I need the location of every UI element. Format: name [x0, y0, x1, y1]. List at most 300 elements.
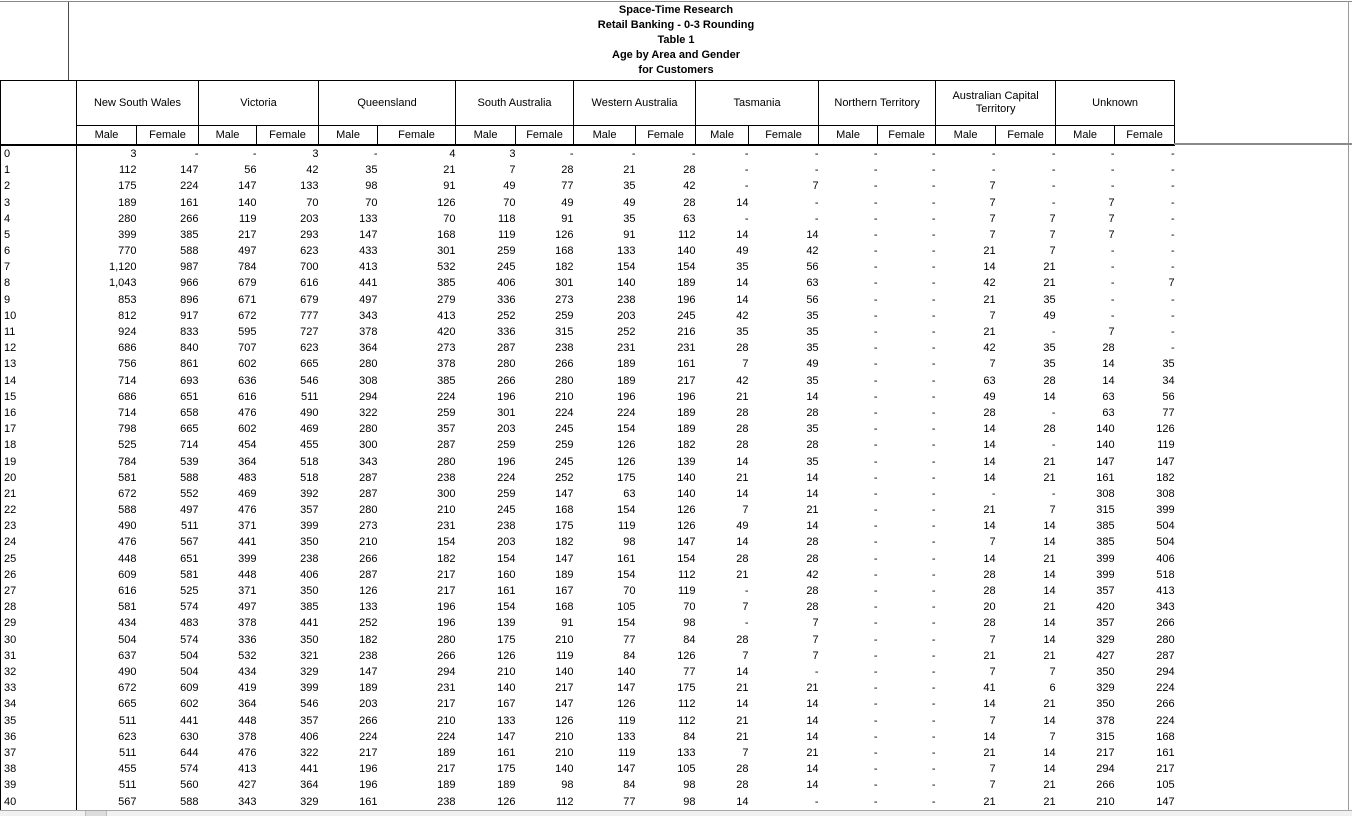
data-cell: 21: [1043, 795, 1056, 808]
data-cell: -: [873, 665, 878, 678]
data-cell: 833: [180, 326, 199, 339]
data-cell: 91: [561, 617, 574, 630]
data-cell: 504: [180, 649, 199, 662]
data-cell: 7: [1049, 730, 1056, 743]
horizontal-scrollbar[interactable]: [0, 810, 1352, 816]
data-cell: -: [931, 698, 936, 711]
data-cell: 7: [989, 763, 996, 776]
data-cell: 63: [1102, 406, 1115, 419]
data-cell: -: [1170, 180, 1175, 193]
data-cell: 595: [238, 326, 257, 339]
data-cell: 161: [1096, 471, 1115, 484]
data-cell: 378: [359, 326, 378, 339]
data-cell: 217: [359, 746, 378, 759]
data-cell: 1,043: [108, 277, 137, 290]
table-row: [1, 340, 1175, 356]
data-cell: 21: [983, 326, 996, 339]
data-cell: 63: [1102, 390, 1115, 403]
data-cell: 49: [736, 245, 749, 258]
data-cell: -: [873, 245, 878, 258]
data-cell: 917: [180, 309, 199, 322]
data-cell: 98: [561, 779, 574, 792]
data-cell: 217: [437, 585, 456, 598]
data-cell: 14: [736, 228, 749, 241]
data-cell: 14: [736, 293, 749, 306]
data-cell: 189: [677, 423, 696, 436]
data-cell: -: [991, 164, 996, 177]
data-cell: 266: [1156, 617, 1175, 630]
data-cell: 28: [736, 406, 749, 419]
data-cell: 161: [497, 585, 516, 598]
data-cell: 84: [683, 633, 696, 646]
data-cell: 14: [1043, 568, 1056, 581]
data-cell: 504: [1156, 536, 1175, 549]
data-cell: 966: [180, 277, 199, 290]
data-cell: 238: [555, 342, 574, 355]
data-cell: 224: [437, 390, 456, 403]
age-row-label: 3: [1, 194, 77, 210]
data-cell: 7: [989, 180, 996, 193]
data-cell: 413: [1156, 585, 1175, 598]
data-cell: 35: [623, 180, 636, 193]
area-header-cell: Victoria: [199, 81, 319, 126]
data-cell: 7: [989, 358, 996, 371]
data-cell: 224: [555, 406, 574, 419]
report-title-line: Table 1: [657, 34, 695, 46]
data-cell: 49: [983, 390, 996, 403]
data-cell: 98: [365, 180, 378, 193]
data-cell: 300: [437, 487, 456, 500]
data-cell: 126: [555, 714, 574, 727]
data-cell: 329: [1096, 682, 1115, 695]
data-cell: 280: [555, 374, 574, 387]
data-cell: 7: [989, 665, 996, 678]
data-cell: -: [1170, 342, 1175, 355]
data-cell: 861: [180, 358, 199, 371]
data-cell: 630: [180, 730, 199, 743]
table-row: [1, 567, 1175, 583]
data-cell: 217: [555, 682, 574, 695]
area-header-cell: Unknown: [1056, 81, 1175, 126]
data-cell: 259: [497, 487, 516, 500]
data-cell: 14: [1043, 763, 1056, 776]
gender-header-cell: Male: [199, 126, 257, 145]
data-cell: -: [873, 309, 878, 322]
data-cell: 3: [130, 147, 137, 160]
data-cell: 294: [359, 390, 378, 403]
data-cell: 455: [118, 763, 137, 776]
data-cell: 147: [555, 552, 574, 565]
data-cell: 364: [300, 779, 319, 792]
data-cell: 511: [300, 390, 319, 403]
report-title-line: Retail Banking - 0-3 Rounding: [597, 19, 755, 31]
data-cell: 21: [1043, 552, 1056, 565]
data-cell: 651: [180, 552, 199, 565]
gender-header-cell: Male: [696, 126, 749, 145]
data-cell: 497: [238, 245, 257, 258]
data-cell: 441: [300, 763, 319, 776]
data-cell: -: [814, 212, 819, 225]
data-cell: 7: [742, 649, 749, 662]
data-cell: 406: [300, 568, 319, 581]
data-cell: 266: [359, 714, 378, 727]
data-cell: 665: [118, 698, 137, 711]
data-cell: -: [931, 649, 936, 662]
table-row: [1, 502, 1175, 518]
data-cell: 42: [806, 568, 819, 581]
data-cell: 42: [806, 245, 819, 258]
data-cell: 84: [623, 779, 636, 792]
age-row-label: 23: [1, 518, 77, 534]
data-cell: 497: [238, 601, 257, 614]
data-cell: 987: [180, 261, 199, 274]
table-row: [1, 259, 1175, 275]
data-cell: 245: [555, 455, 574, 468]
data-cell: -: [873, 277, 878, 290]
data-cell: 238: [437, 471, 456, 484]
data-cell: 406: [497, 277, 516, 290]
data-cell: 623: [300, 342, 319, 355]
data-cell: -: [873, 293, 878, 306]
data-cell: 14: [736, 536, 749, 549]
data-cell: 175: [555, 520, 574, 533]
age-row-label: 30: [1, 631, 77, 647]
data-cell: 7: [509, 164, 516, 177]
data-cell: 455: [300, 439, 319, 452]
data-cell: 231: [437, 682, 456, 695]
data-cell: 679: [300, 293, 319, 306]
data-cell: 896: [180, 293, 199, 306]
data-cell: 273: [359, 520, 378, 533]
data-cell: 14: [983, 471, 996, 484]
data-cell: 14: [1043, 633, 1056, 646]
data-cell: 336: [497, 326, 516, 339]
data-cell: 126: [497, 795, 516, 808]
data-cell: 196: [677, 390, 696, 403]
data-cell: 126: [677, 649, 696, 662]
data-cell: 154: [617, 617, 636, 630]
data-cell: 28: [806, 406, 819, 419]
data-cell: 168: [555, 504, 574, 517]
gender-header-cell: Male: [574, 126, 636, 145]
table-row: [1, 486, 1175, 502]
data-cell: 266: [555, 358, 574, 371]
data-cell: 139: [677, 455, 696, 468]
data-cell: -: [1051, 406, 1056, 419]
data-cell: 14: [736, 665, 749, 678]
data-cell: 119: [497, 228, 516, 241]
data-cell: 35: [806, 455, 819, 468]
data-cell: 21: [1043, 698, 1056, 711]
data-cell: 441: [300, 617, 319, 630]
table-row: [1, 696, 1175, 712]
data-cell: 266: [437, 649, 456, 662]
area-header-cell: Australian Capital Territory: [936, 81, 1056, 126]
data-cell: 287: [497, 342, 516, 355]
data-cell: -: [873, 617, 878, 630]
data-cell: 161: [180, 196, 199, 209]
data-cell: 42: [736, 374, 749, 387]
data-cell: -: [373, 147, 378, 160]
data-cell: 321: [300, 649, 319, 662]
data-cell: 154: [617, 568, 636, 581]
data-cell: 14: [983, 552, 996, 565]
data-cell: 140: [555, 763, 574, 776]
data-cell: 357: [1096, 585, 1115, 598]
data-cell: 238: [359, 649, 378, 662]
data-cell: -: [744, 147, 749, 160]
data-cell: 357: [437, 423, 456, 436]
data-cell: 476: [238, 406, 257, 419]
data-cell: 21: [1043, 277, 1056, 290]
age-row-label: 8: [1, 275, 77, 291]
data-cell: 35: [1043, 293, 1056, 306]
data-cell: 14: [736, 795, 749, 808]
data-cell: 14: [806, 471, 819, 484]
data-cell: 14: [1043, 536, 1056, 549]
table-row: [1, 518, 1175, 534]
data-cell: 147: [617, 682, 636, 695]
data-cell: -: [931, 390, 936, 403]
data-cell: -: [931, 568, 936, 581]
data-cell: 231: [677, 342, 696, 355]
data-cell: 588: [180, 245, 199, 258]
data-cell: 49: [623, 196, 636, 209]
data-cell: 7: [989, 536, 996, 549]
data-cell: 98: [623, 536, 636, 549]
data-cell: 126: [497, 649, 516, 662]
data-cell: 294: [437, 665, 456, 678]
data-cell: 98: [683, 795, 696, 808]
data-cell: -: [931, 504, 936, 517]
window-top-divider: [0, 1, 1352, 2]
data-cell: 42: [736, 309, 749, 322]
data-cell: 441: [359, 277, 378, 290]
data-cell: 133: [359, 601, 378, 614]
data-cell: 196: [497, 455, 516, 468]
data-cell: 238: [300, 552, 319, 565]
data-cell: 35: [1043, 358, 1056, 371]
age-row-label: 33: [1, 680, 77, 696]
data-cell: -: [931, 779, 936, 792]
data-cell: 14: [983, 520, 996, 533]
data-cell: -: [931, 746, 936, 759]
data-cell: 784: [118, 455, 137, 468]
data-cell: 49: [561, 196, 574, 209]
data-cell: 203: [300, 212, 319, 225]
data-cell: 161: [617, 552, 636, 565]
data-cell: 350: [300, 585, 319, 598]
data-cell: 28: [683, 164, 696, 177]
data-cell: 518: [300, 471, 319, 484]
data-cell: 266: [180, 212, 199, 225]
table-row: [1, 664, 1175, 680]
data-cell: 154: [677, 552, 696, 565]
data-cell: 224: [1156, 682, 1175, 695]
data-cell: -: [814, 164, 819, 177]
data-cell: 567: [180, 536, 199, 549]
data-cell: 154: [497, 601, 516, 614]
data-cell: 14: [736, 196, 749, 209]
data-cell: -: [931, 245, 936, 258]
data-cell: 126: [677, 504, 696, 517]
age-row-label: 35: [1, 712, 77, 728]
data-cell: 98: [683, 617, 696, 630]
data-cell: 133: [359, 212, 378, 225]
data-cell: 196: [359, 779, 378, 792]
data-cell: 7: [989, 779, 996, 792]
table-row: [1, 534, 1175, 550]
data-cell: -: [931, 585, 936, 598]
data-cell: 700: [300, 261, 319, 274]
data-cell: -: [873, 358, 878, 371]
age-row-label: 18: [1, 437, 77, 453]
data-cell: 126: [359, 585, 378, 598]
data-cell: 525: [180, 585, 199, 598]
data-cell: 28: [1102, 342, 1115, 355]
data-cell: 14: [806, 228, 819, 241]
data-cell: -: [1170, 326, 1175, 339]
data-cell: 287: [359, 568, 378, 581]
age-row-label: 4: [1, 211, 77, 227]
data-cell: 140: [238, 196, 257, 209]
data-cell: 14: [736, 487, 749, 500]
data-cell: -: [931, 763, 936, 776]
data-cell: 140: [677, 471, 696, 484]
data-cell: 21: [1043, 261, 1056, 274]
data-cell: 798: [118, 423, 137, 436]
data-cell: 7: [1168, 277, 1175, 290]
data-cell: 252: [497, 309, 516, 322]
data-cell: 14: [736, 455, 749, 468]
data-cell: 672: [118, 682, 137, 695]
data-cell: 14: [806, 698, 819, 711]
data-cell: -: [873, 342, 878, 355]
data-cell: -: [1170, 293, 1175, 306]
age-row-label: 9: [1, 292, 77, 308]
data-cell: 133: [300, 180, 319, 193]
age-row-label: 36: [1, 729, 77, 745]
data-cell: 518: [300, 455, 319, 468]
data-cell: 287: [437, 439, 456, 452]
data-cell: 671: [238, 293, 257, 306]
data-cell: -: [1051, 180, 1056, 193]
data-cell: 322: [300, 746, 319, 759]
data-cell: 168: [1156, 730, 1175, 743]
data-cell: 329: [300, 795, 319, 808]
data-cell: 266: [359, 552, 378, 565]
data-cell: 217: [238, 228, 257, 241]
data-cell: -: [1110, 277, 1115, 290]
gender-header-cell: Female: [878, 126, 936, 145]
data-cell: -: [873, 698, 878, 711]
data-cell: -: [873, 779, 878, 792]
data-cell: 280: [437, 633, 456, 646]
data-cell: 7: [1049, 212, 1056, 225]
data-cell: 238: [617, 293, 636, 306]
data-cell: 147: [1096, 455, 1115, 468]
data-cell: -: [931, 293, 936, 306]
data-cell: 147: [238, 180, 257, 193]
horizontal-scrollbar-thumb[interactable]: [85, 811, 107, 816]
table-row: [1, 777, 1175, 793]
data-cell: 217: [437, 763, 456, 776]
data-cell: 665: [300, 358, 319, 371]
data-cell: 14: [983, 455, 996, 468]
data-cell: -: [931, 228, 936, 241]
data-cell: 147: [359, 228, 378, 241]
data-cell: 483: [180, 617, 199, 630]
data-cell: 385: [300, 601, 319, 614]
age-row-label: 7: [1, 259, 77, 275]
data-cell: 357: [300, 714, 319, 727]
data-cell: 343: [359, 455, 378, 468]
data-cell: -: [1110, 180, 1115, 193]
data-cell: 41: [983, 682, 996, 695]
data-cell: 28: [983, 568, 996, 581]
data-cell: 118: [497, 212, 516, 225]
data-cell: 273: [555, 293, 574, 306]
data-cell: 399: [1156, 504, 1175, 517]
table-row: [1, 615, 1175, 631]
data-cell: 364: [359, 342, 378, 355]
data-cell: 189: [497, 779, 516, 792]
data-cell: -: [931, 406, 936, 419]
data-cell: 301: [437, 245, 456, 258]
data-cell: 182: [555, 536, 574, 549]
data-cell: 140: [1096, 423, 1115, 436]
data-cell: -: [931, 682, 936, 695]
data-cell: -: [873, 390, 878, 403]
age-row-label: 24: [1, 534, 77, 550]
gender-header-cell: Female: [636, 126, 696, 145]
data-cell: 266: [1096, 779, 1115, 792]
data-cell: 560: [180, 779, 199, 792]
data-cell: 84: [623, 649, 636, 662]
age-row-label: 19: [1, 453, 77, 469]
age-row-label: 38: [1, 761, 77, 777]
area-header-cell: Northern Territory: [819, 81, 936, 126]
data-cell: 154: [617, 261, 636, 274]
area-header-row: [1, 81, 1175, 126]
data-cell: -: [931, 374, 936, 387]
data-cell: 245: [497, 504, 516, 517]
data-cell: 490: [118, 665, 137, 678]
data-cell: 210: [555, 746, 574, 759]
data-cell: 413: [359, 261, 378, 274]
data-cell: -: [931, 164, 936, 177]
data-cell: 7: [989, 196, 996, 209]
data-cell: 77: [1162, 406, 1175, 419]
data-cell: 119: [555, 649, 574, 662]
data-cell: 7: [812, 617, 819, 630]
data-cell: -: [873, 180, 878, 193]
data-cell: 469: [300, 423, 319, 436]
data-cell: 182: [1156, 471, 1175, 484]
data-cell: 28: [806, 536, 819, 549]
data-cell: -: [1170, 245, 1175, 258]
data-cell: 714: [118, 374, 137, 387]
data-cell: -: [931, 665, 936, 678]
corner-cell: [1, 81, 77, 145]
data-cell: 350: [1096, 698, 1115, 711]
data-cell: 419: [238, 682, 257, 695]
data-cell: -: [931, 536, 936, 549]
data-cell: 350: [300, 633, 319, 646]
table-row: [1, 761, 1175, 777]
data-cell: 210: [555, 633, 574, 646]
data-cell: 140: [555, 665, 574, 678]
